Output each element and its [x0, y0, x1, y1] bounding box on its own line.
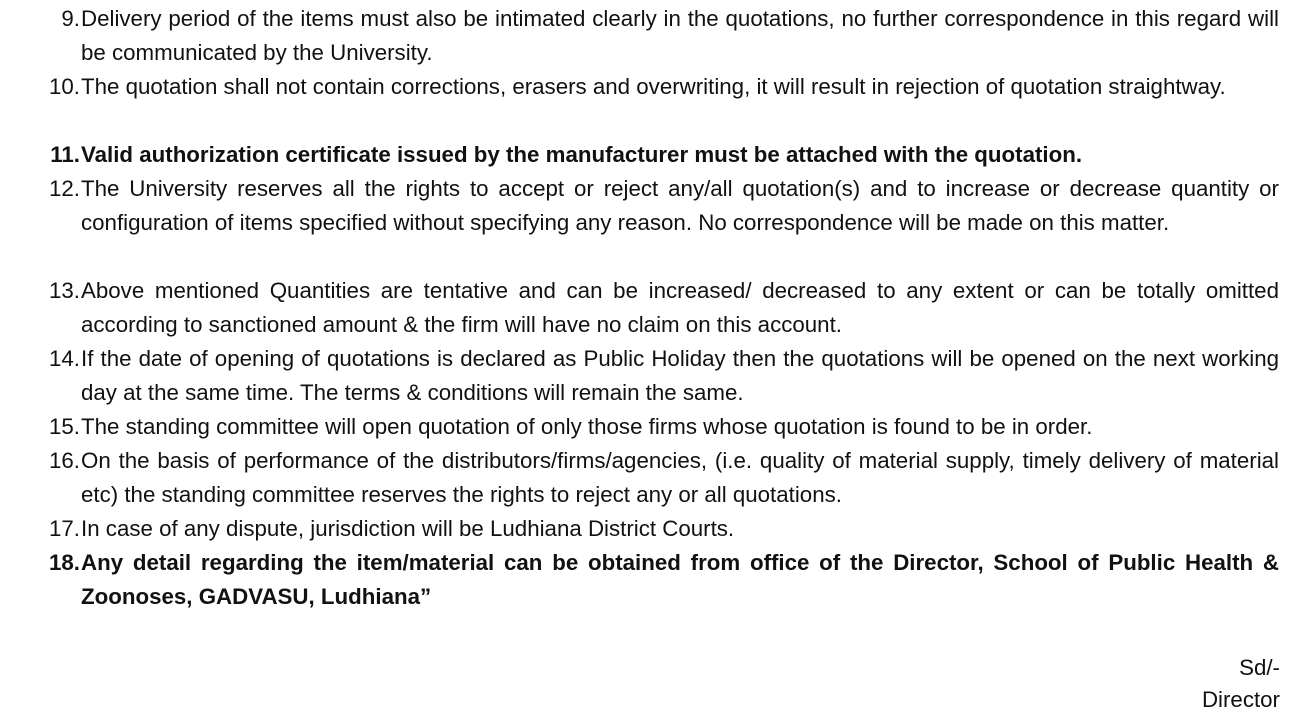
list-item-number: 13.	[49, 278, 80, 303]
list-item-text: Delivery period of the items must also be intimated clearly in the quotations, no further correspondence in this regard will be communicated by the University.	[81, 6, 1279, 65]
list-item	[0, 274, 1308, 342]
list-item-number: 9.	[61, 6, 80, 31]
list-item-text: Any detail regarding the item/material can be obtained from office of the Director, School of Public Health & Zoonoses, GADVASU, Ludhiana”	[81, 550, 1279, 609]
list-item-number: 12.	[49, 176, 80, 201]
list-item	[0, 512, 1308, 546]
list-item-text: The standing committee will open quotation of only those firms whose quotation is found to be in order.	[81, 414, 1093, 439]
list-item-text: The quotation shall not contain corrections, erasers and overwriting, it will result in rejection of quotation straightway.	[81, 74, 1226, 99]
list-item	[0, 70, 1308, 138]
list-item-text: Above mentioned Quantities are tentative and can be increased/ decreased to any extent or can be totally omitted according to sanctioned amount & the firm will have no claim on this account.	[81, 278, 1279, 337]
list-item-number: 11.	[50, 142, 80, 167]
list-item	[0, 2, 1308, 70]
signature-mark: Sd/-	[1239, 655, 1280, 680]
signatory-title: Director	[1201, 687, 1280, 712]
list-item-number: 10.	[49, 74, 80, 99]
list-item-text: Valid authorization certificate issued by the manufacturer must be attached with the quotation.	[81, 142, 1083, 167]
list-item	[0, 342, 1308, 410]
list-item-text: If the date of opening of quotations is declared as Public Holiday then the quotations will be opened on the next working day at the same time. The terms & conditions will remain the same.	[81, 346, 1279, 405]
list-item-text: In case of any dispute, jurisdiction will be Ludhiana District Courts.	[81, 516, 735, 541]
list-item-number: 14.	[49, 346, 80, 371]
list-item-number: 15.	[49, 414, 80, 439]
list-item-number: 18.	[49, 550, 80, 575]
list-item-number: 17.	[49, 516, 80, 541]
list-item	[0, 546, 1308, 614]
list-item	[0, 172, 1308, 274]
list-item-text: The University reserves all the rights to accept or reject any/all quotation(s) and to increase or decrease quantity or configuration of items specified without specifying any reason. No correspondence will be made on this matter.	[81, 176, 1279, 235]
terms-list	[0, 2, 1308, 614]
list-item	[0, 444, 1308, 512]
list-item	[0, 138, 1308, 172]
list-item	[0, 410, 1308, 444]
list-item-number: 16.	[49, 448, 80, 473]
list-item-text: On the basis of performance of the distributors/firms/agencies, (i.e. quality of material supply, timely delivery of material etc) the standing committee reserves the rights to reject any or all quotations.	[81, 448, 1279, 507]
